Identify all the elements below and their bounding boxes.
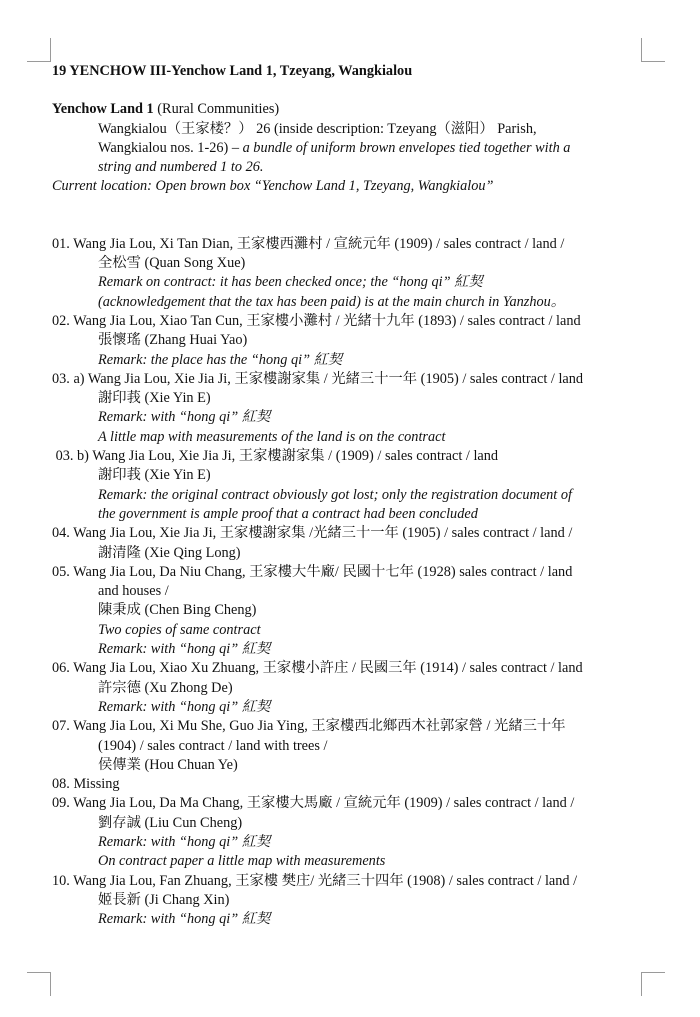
crop-mark-top-left-v xyxy=(50,38,51,62)
intro-desc-line2 xyxy=(52,139,652,158)
list-item xyxy=(52,794,652,871)
intro-block xyxy=(52,100,652,196)
entry-remark: A little map with measurements of the land is on the contract xyxy=(98,428,446,445)
entry-heading: 10. Wang Jia Lou, Fan Zhuang, 王家樓 樊庄/ 光緒三十四年 (1908) / sales contract / land / xyxy=(52,872,578,889)
entry-heading: 06. Wang Jia Lou, Xiao Xu Zhuang, 王家樓小許庄 / 民國三年 (1914) / sales contract / land xyxy=(52,660,583,677)
entry-heading: 03. a) Wang Jia Lou, Xie Jia Ji, 王家樓謝家集 / 光緒三十一年 (1905) / sales contract / land xyxy=(52,370,584,387)
crop-mark-bottom-left-v xyxy=(50,972,51,996)
entry-remark: Remark: the original contract obviously got lost; only the registration document of xyxy=(98,486,572,503)
entry-heading: 05. Wang Jia Lou, Da Niu Chang, 王家樓大牛廠/ 民國十七年 (1928) sales contract / land xyxy=(52,563,573,580)
entry-remark: Remark: with “hong qi” 紅契 xyxy=(98,833,271,850)
entry-line: 姬長新 (Ji Chang Xin) xyxy=(98,891,230,908)
entry-remark: (acknowledgement that the tax has been paid) is at the main church in Yanzhou。 xyxy=(98,293,566,310)
list-item xyxy=(52,775,652,794)
entry-heading: 03. b) Wang Jia Lou, Xie Jia Ji, 王家樓謝家集 / (1909) / sales contract / land xyxy=(52,448,499,465)
entry-remark: Remark: with “hong qi” 紅契 xyxy=(98,911,271,928)
entry-line: 謝印莪 (Xie Yin E) xyxy=(98,390,211,407)
list-item xyxy=(52,312,652,370)
entry-line: 謝印莪 (Xie Yin E) xyxy=(98,467,211,484)
entry-heading: 04. Wang Jia Lou, Xie Jia Ji, 王家樓謝家集 /光緒三十一年 (1905) / sales contract / land / xyxy=(52,525,573,542)
intro-desc-line1: Wangkialou（王家楼？） 26 (inside description: Tzeyang（滋阳） Parish, xyxy=(98,120,537,137)
entry-heading: 02. Wang Jia Lou, Xiao Tan Cun, 王家樓小灘村 / 光緒十九年 (1893) / sales contract / land xyxy=(52,312,581,329)
entry-line: and houses / xyxy=(98,583,169,600)
entry-line: 全松雪 (Quan Song Xue) xyxy=(98,255,246,272)
crop-mark-top-left-h xyxy=(27,61,51,62)
intro-desc-line2-italic: a bundle of uniform brown envelopes tied together with a xyxy=(242,139,571,156)
entry-heading: 08. Missing xyxy=(52,776,120,793)
entry-remark: Two copies of same contract xyxy=(98,621,261,638)
entry-line: 劉存誠 (Liu Cun Cheng) xyxy=(98,814,243,831)
intro-heading-bold: Yenchow Land 1 xyxy=(52,101,154,118)
entry-line: 侯傳業 (Hou Chuan Ye) xyxy=(98,756,238,773)
entry-line: 張懷瑤 (Zhang Huai Yao) xyxy=(98,332,248,349)
entry-remark: Remark: with “hong qi” 紅契 xyxy=(98,641,271,658)
list-item xyxy=(52,524,652,563)
entry-line: 陳秉成 (Chen Bing Cheng) xyxy=(98,602,257,619)
entry-remark: Remark: the place has the “hong qi” 紅契 xyxy=(98,351,343,368)
list-item xyxy=(52,447,652,524)
intro-heading-rest: (Rural Communities) xyxy=(153,101,280,118)
intro-desc-line3: string and numbered 1 to 26. xyxy=(98,159,264,176)
entry-remark: Remark: with “hong qi” 紅契 xyxy=(98,698,271,715)
crop-mark-bottom-left-h xyxy=(27,972,51,973)
crop-mark-bottom-right-h xyxy=(641,972,665,973)
intro-heading xyxy=(52,100,652,119)
entry-list xyxy=(52,235,652,930)
list-item xyxy=(52,563,652,659)
entry-line: 許宗德 (Xu Zhong De) xyxy=(98,679,233,696)
list-item xyxy=(52,659,652,717)
crop-mark-top-right-v xyxy=(641,38,642,62)
document-body xyxy=(52,62,652,929)
list-item xyxy=(52,717,652,775)
entry-remark: the government is ample proof that a contract had been concluded xyxy=(98,505,478,522)
list-item xyxy=(52,235,652,312)
entry-line: 謝清隆 (Xie Qing Long) xyxy=(98,544,241,561)
page-title: 19 YENCHOW III-Yenchow Land 1, Tzeyang, Wangkialou xyxy=(52,63,413,79)
list-item xyxy=(52,872,652,930)
entry-heading: 09. Wang Jia Lou, Da Ma Chang, 王家樓大馬廠 / 宣統元年 (1909) / sales contract / land / xyxy=(52,795,575,812)
crop-mark-bottom-right-v xyxy=(641,972,642,996)
entry-remark: On contract paper a little map with measurements xyxy=(98,853,386,870)
current-location: Current location: Open brown box “Yenchow Land 1, Tzeyang, Wangkialou” xyxy=(52,178,494,195)
list-item xyxy=(52,370,652,447)
entry-remark: Remark on contract: it has been checked once; the “hong qi” 紅契 xyxy=(98,274,483,291)
intro-desc-line2-plain: Wangkialou nos. 1-26) – xyxy=(98,139,243,156)
entry-heading: 01. Wang Jia Lou, Xi Tan Dian, 王家樓西灘村 / 宣統元年 (1909) / sales contract / land / xyxy=(52,235,565,252)
entry-line: (1904) / sales contract / land with trees / xyxy=(98,737,328,754)
entry-remark: Remark: with “hong qi” 紅契 xyxy=(98,409,271,426)
entry-heading: 07. Wang Jia Lou, Xi Mu She, Guo Jia Ying, 王家樓西北鄉西木社郭家營 / 光緒三十年 xyxy=(52,718,566,735)
